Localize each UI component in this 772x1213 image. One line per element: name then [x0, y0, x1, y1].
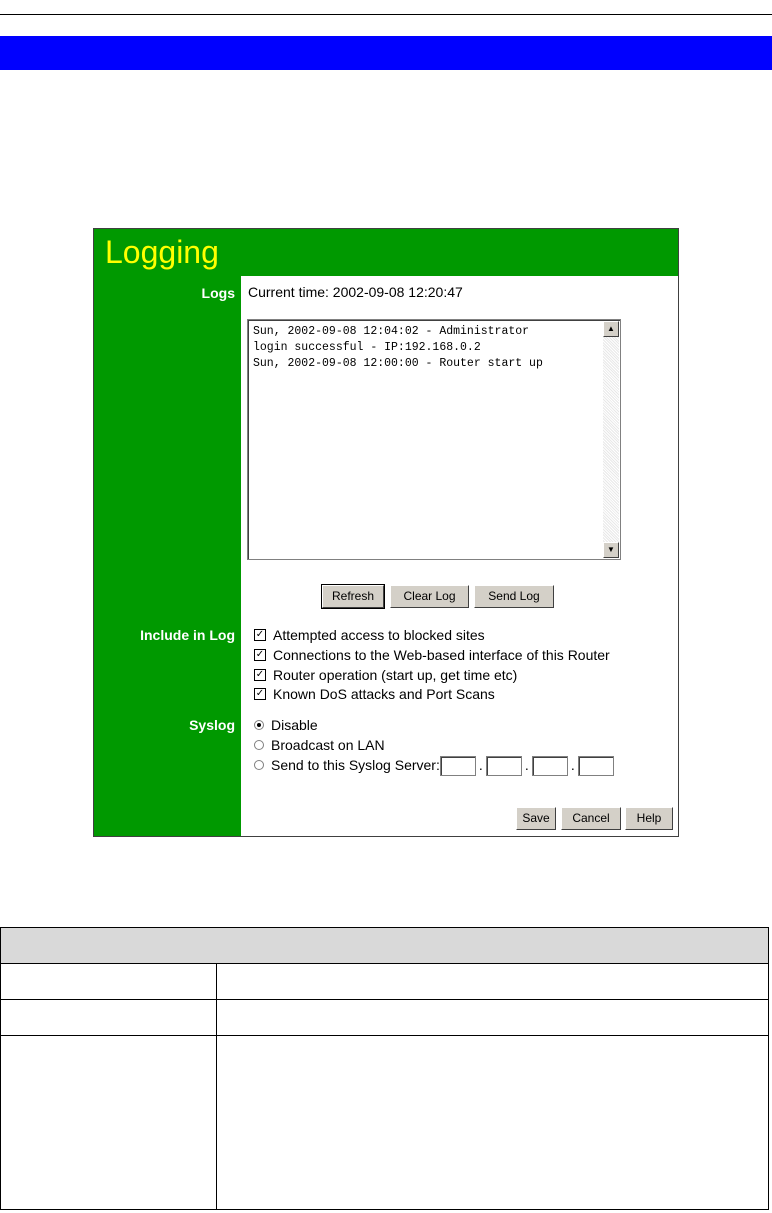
table-cell	[217, 964, 769, 1000]
radio-icon[interactable]	[254, 760, 264, 770]
refresh-button[interactable]: Refresh	[322, 585, 384, 608]
table-cell	[217, 1036, 769, 1210]
syslog-option-server[interactable]: Send to this Syslog Server: . . .	[254, 756, 614, 774]
table-cell	[1, 1000, 217, 1036]
syslog-option-disable[interactable]: Disable	[254, 716, 318, 734]
send-log-button[interactable]: Send Log	[474, 585, 554, 608]
syslog-label: Syslog	[189, 717, 235, 733]
cancel-button[interactable]: Cancel	[561, 807, 621, 830]
top-rule	[0, 14, 772, 15]
section-banner	[0, 36, 772, 70]
save-button[interactable]: Save	[516, 807, 556, 830]
radio-selected-icon[interactable]	[254, 720, 264, 730]
include-label: Include in Log	[140, 627, 235, 643]
current-time: Current time: 2002-09-08 12:20:47	[248, 284, 463, 300]
radio-icon[interactable]	[254, 740, 264, 750]
logging-panel	[93, 228, 679, 837]
syslog-ip-octet-4[interactable]	[578, 756, 614, 776]
logs-label: Logs	[201, 285, 235, 301]
help-button[interactable]: Help	[625, 807, 673, 830]
table-cell	[1, 964, 217, 1000]
log-scrollbar[interactable]	[603, 321, 619, 558]
table-cell	[217, 1000, 769, 1036]
syslog-ip-octet-1[interactable]	[440, 756, 476, 776]
include-option[interactable]: ✓ Router operation (start up, get time etc)	[255, 667, 518, 683]
label-column	[94, 276, 241, 836]
include-option[interactable]: ✓ Known DoS attacks and Port Scans	[255, 686, 495, 702]
table-header	[1, 928, 769, 964]
clear-log-button[interactable]: Clear Log	[390, 585, 469, 608]
checkbox-checked-icon[interactable]: ✓	[255, 688, 265, 700]
scroll-up-icon[interactable]: ▲	[603, 321, 619, 337]
log-textarea[interactable]	[247, 319, 621, 560]
syslog-option-broadcast[interactable]: Broadcast on LAN	[254, 736, 385, 754]
checkbox-checked-icon[interactable]: ✓	[255, 669, 265, 681]
page-title: Logging	[105, 234, 219, 270]
checkbox-checked-icon[interactable]: ✓	[255, 649, 265, 661]
checkbox-checked-icon[interactable]: ✓	[255, 629, 265, 641]
panel-header	[94, 229, 678, 276]
table-cell	[1, 1036, 217, 1210]
description-table	[0, 927, 769, 1210]
scroll-down-icon[interactable]: ▼	[603, 542, 619, 558]
include-option[interactable]: ✓ Attempted access to blocked sites	[255, 627, 485, 643]
syslog-ip-octet-3[interactable]	[532, 756, 568, 776]
log-text: Sun, 2002-09-08 12:04:02 - Administrator login successful - IP:192.168.0.2 Sun, 2002-09-08 12:00:00 - Router start up	[253, 325, 543, 370]
syslog-ip-octet-2[interactable]	[486, 756, 522, 776]
include-option[interactable]: ✓ Connections to the Web-based interface of this Router	[255, 647, 610, 663]
